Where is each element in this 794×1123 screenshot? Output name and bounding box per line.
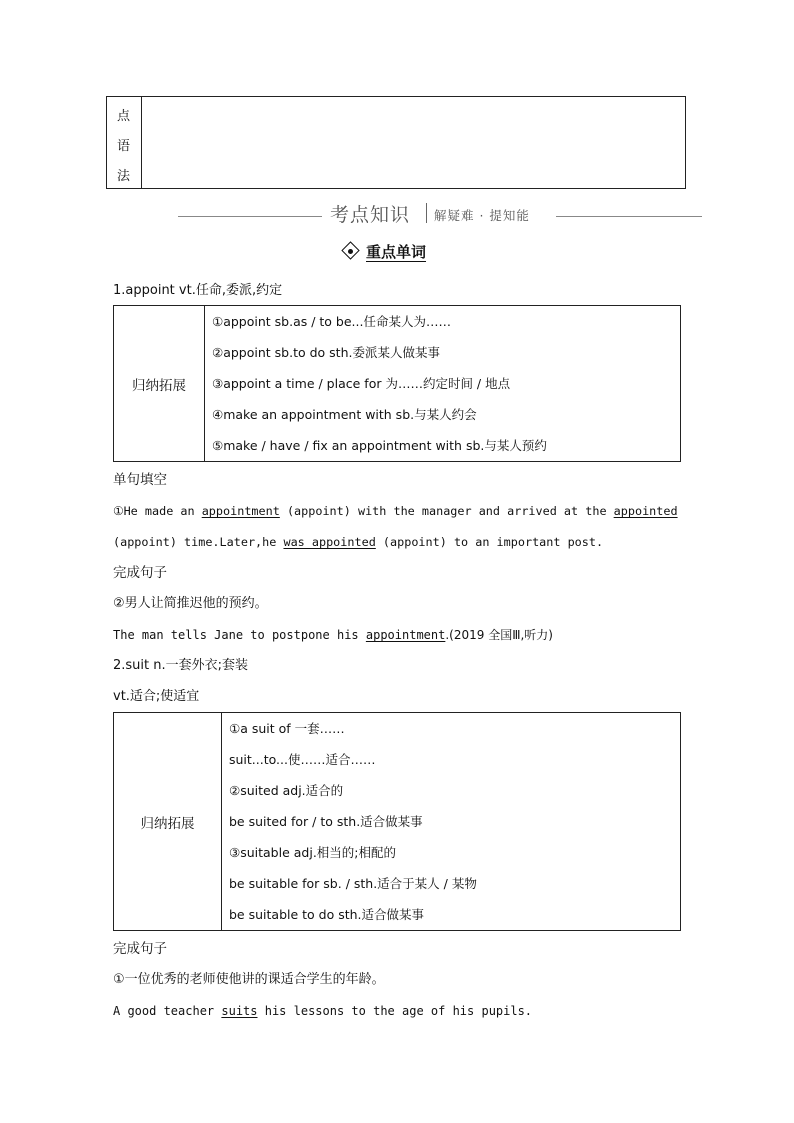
top-grammar-box [106, 96, 686, 189]
word1-table-label: 归纳拓展 [114, 306, 205, 461]
top-box-char: 点 [117, 109, 131, 124]
sentence-text: The man tells Jane to postpone his [113, 628, 366, 642]
answer-blank: was appointed [283, 535, 376, 549]
answer-blank: appointed [613, 504, 678, 518]
banner-title: 考点知识 [330, 204, 411, 226]
word1-expansion-table [113, 305, 681, 462]
word2-expansion-table [113, 712, 681, 931]
word2-table-row: ①a suit of 一套…… [229, 721, 345, 736]
answer-blank: appointment [201, 504, 280, 518]
sentence-text: his lessons to the age of his pupils. [257, 1004, 533, 1018]
sentence-source: .(2019 全国Ⅲ,听力) [445, 628, 553, 642]
answer-blank: suits [221, 1004, 258, 1018]
word2-table-row: be suited for / to sth.适合做某事 [229, 814, 423, 829]
banner-rule-left [178, 216, 322, 217]
word1-table-row: ②appoint sb.to do sth.委派某人做某事 [212, 345, 440, 360]
word2-table-row: ②suited adj.适合的 [229, 783, 344, 798]
fill-text: (appoint) to an important post. [375, 535, 604, 549]
fill-text: ①He made an [113, 504, 202, 518]
complete-sentence-heading: 完成句子 [113, 565, 167, 581]
top-box-char: 语 [117, 139, 131, 154]
fill-blank-heading: 单句填空 [113, 472, 167, 488]
complete-sentence-cn-2: ①一位优秀的老师使他讲的课适合学生的年龄。 [113, 972, 385, 987]
word2-heading-2: vt.适合;使适宜 [113, 689, 200, 704]
complete-sentence-cn: ②男人让简推迟他的预约。 [113, 596, 268, 611]
top-box-label-column [107, 97, 142, 188]
complete-sentence-en-2 [113, 1002, 532, 1020]
sentence-text: A good teacher [113, 1004, 222, 1018]
word1-table-row: ①appoint sb.as / to be...任命某人为…… [212, 314, 451, 329]
diamond-dot-icon [348, 249, 353, 254]
word1-heading: 1.appoint vt.任命,委派,约定 [113, 283, 283, 298]
word2-table-label: 归纳拓展 [114, 713, 222, 930]
banner-separator [426, 203, 427, 223]
fill-sentence-line2 [113, 533, 603, 551]
fill-text: (appoint) time.Later,he [113, 535, 284, 549]
word1-table-row: ④make an appointment with sb.与某人约会 [212, 407, 477, 422]
word2-table-row: suit...to...使……适合…… [229, 752, 376, 767]
complete-sentence-en [113, 626, 553, 644]
word1-table-row: ③appoint a time / place for 为……约定时间 / 地点 [212, 376, 511, 391]
word2-table-row: be suitable for sb. / sth.适合于某人 / 某物 [229, 876, 477, 891]
word1-table-row: ⑤make / have / fix an appointment with sb.与某人预约 [212, 438, 547, 453]
section-title: 重点单词 [366, 243, 427, 261]
complete-sentence-heading-2: 完成句子 [113, 941, 167, 957]
top-box-char: 法 [117, 169, 131, 184]
fill-sentence-line1 [113, 502, 678, 520]
banner-rule-right [556, 216, 702, 217]
answer-blank: appointment [365, 628, 446, 642]
banner-subtitle: 解疑难 · 提知能 [434, 208, 530, 223]
fill-text: (appoint) with the manager and arrived at the [279, 504, 614, 518]
word2-heading-1: 2.suit n.一套外衣;套装 [113, 658, 249, 673]
word2-table-row: ③suitable adj.相当的;相配的 [229, 845, 396, 860]
word2-table-row: be suitable to do sth.适合做某事 [229, 907, 425, 922]
